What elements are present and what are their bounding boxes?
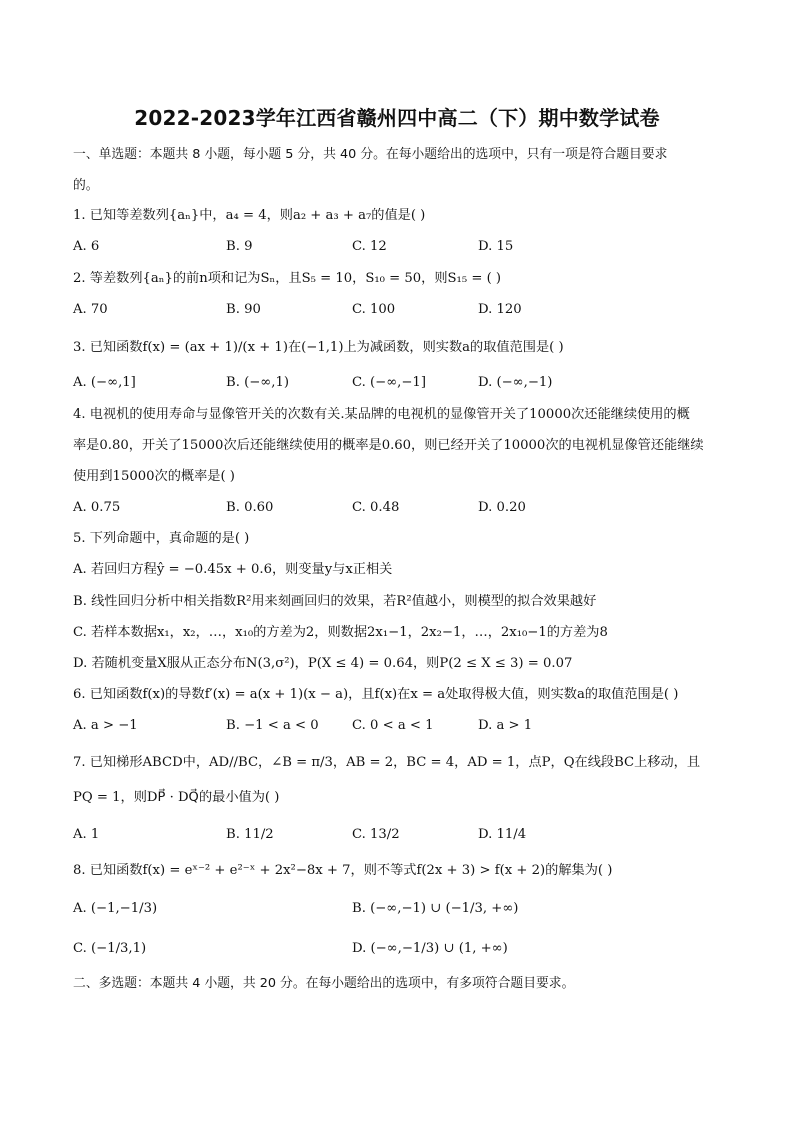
q7-option-c: C. 13/2: [352, 827, 400, 842]
q5-option-a: A. 若回归方程ŷ = −0.45x + 0.6，则变量y与x正相关: [73, 562, 393, 577]
q2-option-d: D. 120: [478, 302, 522, 317]
q5-option-d: D. 若随机变量X服从正态分布N(3,σ²)，P(X ≤ 4) = 0.64，则P(2 ≤ X ≤ 3) = 0.07: [73, 656, 573, 671]
q7-option-a: A. 1: [73, 827, 100, 842]
q3-option-d: D. (−∞,−1): [478, 375, 553, 390]
section-2-header: 二、多选题：本题共 4 小题，共 20 分。在每小题给出的选项中，有多项符合题目要求。: [73, 976, 575, 991]
q1-option-b: B. 9: [226, 239, 253, 254]
section-1-header-cont: 的。: [73, 178, 99, 193]
q6-option-d: D. a > 1: [478, 718, 533, 733]
q3-option-c: C. (−∞,−1]: [352, 375, 426, 390]
q2-option-b: B. 90: [226, 302, 261, 317]
q8-option-a: A. (−1,−1/3): [73, 901, 158, 916]
q1-option-d: D. 15: [478, 239, 514, 254]
q1-option-a: A. 6: [73, 239, 100, 254]
q3-option-b: B. (−∞,1): [226, 375, 289, 390]
q6-option-b: B. −1 < a < 0: [226, 718, 319, 733]
section-1-header: 一、单选题：本题共 8 小题，每小题 5 分，共 40 分。在每小题给出的选项中，只有一项是符合题目要求: [73, 147, 668, 162]
q8-option-c: C. (−1/3,1): [73, 941, 147, 956]
question-2: 2. 等差数列{aₙ}的前n项和记为Sₙ，且S₅ = 10，S₁₀ = 50，则S₁₅ = ( ): [73, 271, 502, 286]
q8-option-d: D. (−∞,−1/3) ∪ (1, +∞): [352, 941, 508, 956]
q3-option-a: A. (−∞,1]: [73, 375, 136, 390]
question-5: 5. 下列命题中，真命题的是( ): [73, 531, 250, 546]
question-4-line-2: 率是0.80，开关了15000次后还能继续使用的概率是0.60，则已经开关了10000次的电视机显像管还能继续: [73, 438, 704, 453]
q1-option-c: C. 12: [352, 239, 387, 254]
q8-option-b: B. (−∞,−1) ∪ (−1/3, +∞): [352, 901, 519, 916]
question-3: 3. 已知函数f(x) = (ax + 1)/(x + 1)在(−1,1)上为减函数，则实数a的取值范围是( ): [73, 340, 564, 355]
q4-option-c: C. 0.48: [352, 500, 400, 515]
q5-option-b: B. 线性回归分析中相关指数R²用来刻画回归的效果，若R²值越小，则模型的拟合效果越好: [73, 594, 597, 609]
q4-option-b: B. 0.60: [226, 500, 274, 515]
q6-option-a: A. a > −1: [73, 718, 138, 733]
exam-title: 2022-2023学年江西省赣州四中高二（下）期中数学试卷: [134, 106, 660, 130]
q2-option-c: C. 100: [352, 302, 396, 317]
q6-option-c: C. 0 < a < 1: [352, 718, 434, 733]
question-7-line-2: PQ = 1，则DP⃗ · DQ⃗的最小值为( ): [73, 790, 280, 805]
question-4-line-1: 4. 电视机的使用寿命与显像管开关的次数有关.某品牌的电视机的显像管开关了10000次还能继续使用的概: [73, 407, 690, 422]
q5-option-c: C. 若样本数据x₁，x₂，…，x₁₀的方差为2，则数据2x₁−1，2x₂−1，…，2x₁₀−1的方差为8: [73, 625, 608, 640]
q4-option-d: D. 0.20: [478, 500, 526, 515]
q7-option-b: B. 11/2: [226, 827, 274, 842]
q2-option-a: A. 70: [73, 302, 108, 317]
question-4-line-3: 使用到15000次的概率是( ): [73, 469, 235, 484]
question-1: 1. 已知等差数列{aₙ}中，a₄ = 4，则a₂ + a₃ + a₇的值是( ): [73, 208, 426, 223]
question-6: 6. 已知函数f(x)的导数f′(x) = a(x + 1)(x − a)，且f(x)在x = a处取得极大值，则实数a的取值范围是( ): [73, 687, 679, 702]
q4-option-a: A. 0.75: [73, 500, 121, 515]
q7-option-d: D. 11/4: [478, 827, 527, 842]
question-7-line-1: 7. 已知梯形ABCD中，AD//BC，∠B = π/3，AB = 2，BC = 4，AD = 1，点P，Q在线段BC上移动，且: [73, 755, 701, 770]
question-8: 8. 已知函数f(x) = eˣ⁻² + e²⁻ˣ + 2x²−8x + 7，则不等式f(2x + 3) > f(x + 2)的解集为( ): [73, 863, 613, 878]
